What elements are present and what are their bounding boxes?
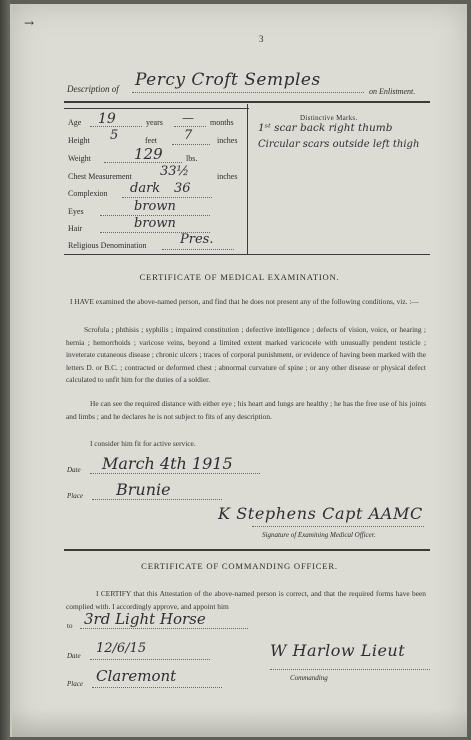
section-divider [64, 549, 430, 551]
description-of-label: Description of [67, 84, 119, 94]
height-dotted [172, 144, 210, 145]
description-box-divider [247, 104, 248, 254]
commanding-place-value: Claremont [96, 667, 177, 685]
distinctive-marks-line1: 1ˢᵗ scar back right thumb [258, 122, 393, 134]
commanding-officer-signature: W Harlow Lieut [270, 641, 406, 660]
description-box-bottom [64, 254, 430, 255]
recruit-name-handwritten: Percy Croft Semples [135, 70, 321, 90]
commanding-certificate-heading: CERTIFICATE OF COMMANDING OFFICER. [141, 561, 338, 571]
lbs-label: lbs. [186, 154, 198, 163]
age-label: Age [68, 118, 82, 127]
commanding-place-label: Place [67, 680, 83, 688]
height-label: Height [68, 136, 90, 145]
scan-edge [0, 0, 10, 740]
chest-inches-label: inches [217, 172, 238, 181]
appointment-to-label: to [67, 622, 73, 630]
weight-dotted [104, 162, 182, 163]
medical-fitness-paragraph: He can see the required distance with either eye ; his heart and lungs are healthy ; he has the free use of his joints and limbs ; and he declares he is not subject to fits of any description. [66, 399, 426, 421]
on-enlistment-label: on Enlistment. [369, 87, 416, 96]
chest-expanded-value: 36 [174, 181, 191, 196]
height-feet-value: 5 [110, 128, 119, 143]
medical-place-label: Place [67, 492, 83, 500]
religion-dotted [162, 249, 234, 250]
medical-fit-statement: I consider him fit for active service. [90, 439, 196, 448]
distinctive-marks-line2: Circular scars outside left thigh [258, 139, 420, 150]
medical-certificate-heading: CERTIFICATE OF MEDICAL EXAMINATION. [139, 272, 340, 282]
months-label: months [210, 118, 234, 127]
age-value: 19 [98, 111, 116, 127]
paper-stain [12, 709, 467, 737]
hair-label: Hair [68, 224, 83, 233]
appointment-dotted [80, 628, 248, 629]
months-value: — [182, 111, 194, 125]
eyes-value: brown [134, 199, 176, 214]
commanding-date-label: Date [67, 652, 81, 660]
inches-label: inches [217, 136, 238, 145]
feet-label: feet [145, 136, 157, 145]
eyes-label: Eyes [68, 207, 84, 216]
months-dotted [174, 126, 206, 127]
name-dotted-line [132, 92, 364, 93]
commanding-date-dotted [90, 659, 210, 660]
medical-date-dotted [90, 473, 260, 474]
medical-signature-caption: Signature of Examining Medical Officer. [262, 531, 376, 539]
medical-date-value: March 4th 1915 [102, 454, 233, 473]
chest-label: Chest Measurement [68, 172, 132, 181]
appointment-unit-value: 3rd Light Horse [84, 610, 206, 628]
chest-value: 33½ [160, 164, 190, 179]
commanding-place-dotted [92, 687, 222, 688]
description-box-top [64, 108, 249, 109]
hair-value: brown [134, 216, 176, 231]
complexion-value: dark [130, 181, 161, 196]
medical-signature-dotted [252, 526, 424, 527]
header-rule [64, 101, 430, 103]
height-inches-value: 7 [184, 128, 193, 143]
medical-place-dotted [92, 499, 222, 500]
distinctive-marks-label: Distinctive Marks. [300, 114, 358, 122]
medical-date-label: Date [67, 466, 81, 474]
corner-arrow-mark: → [24, 16, 35, 30]
commanding-signature-dotted [270, 669, 430, 670]
age-dotted [90, 126, 142, 127]
medical-conditions-paragraph: Scrofula ; phthisis ; syphilis ; impaired constitution ; defective intelligence ; defects of vision, voice, or hearing ; hernia ; hemorrhoids ; varicose veins, beyond a limited extent marked varicocele with unusually pendent testicle ; inveterate cutaneous disease ; chronic ulcers ; traces of corporal punishment, or evidence of having been marked with the letters D. or B.C. ; contracted or deformed chest ; abnormal curvature of spine ; or any other disease or physical defect calculated to unfit him for the duties of a soldier. [66, 325, 426, 385]
complexion-dotted [122, 197, 212, 198]
religion-label: Religious Denomination [68, 241, 147, 250]
commanding-date-value: 12/6/15 [96, 641, 147, 656]
complexion-label: Complexion [68, 189, 108, 198]
attestation-page [10, 4, 467, 737]
commanding-label: Commanding [290, 674, 328, 682]
medical-officer-signature: K Stephens Capt AAMC [218, 504, 423, 523]
weight-value: 129 [134, 145, 163, 163]
weight-label: Weight [68, 154, 91, 163]
medical-intro-paragraph: I HAVE examined the above-named person, and find that he does not present any of the following conditions, viz. :— [70, 297, 419, 306]
years-label: years [146, 118, 163, 127]
medical-place-value: Brunie [116, 480, 171, 499]
commanding-paragraph: I CERTIFY that this Attestation of the above-named person is correct, and that the required forms have been complied with. I accordingly approve, and appoint him [66, 589, 426, 611]
page-number: 3 [259, 34, 264, 44]
religion-value: Pres. [180, 232, 214, 247]
